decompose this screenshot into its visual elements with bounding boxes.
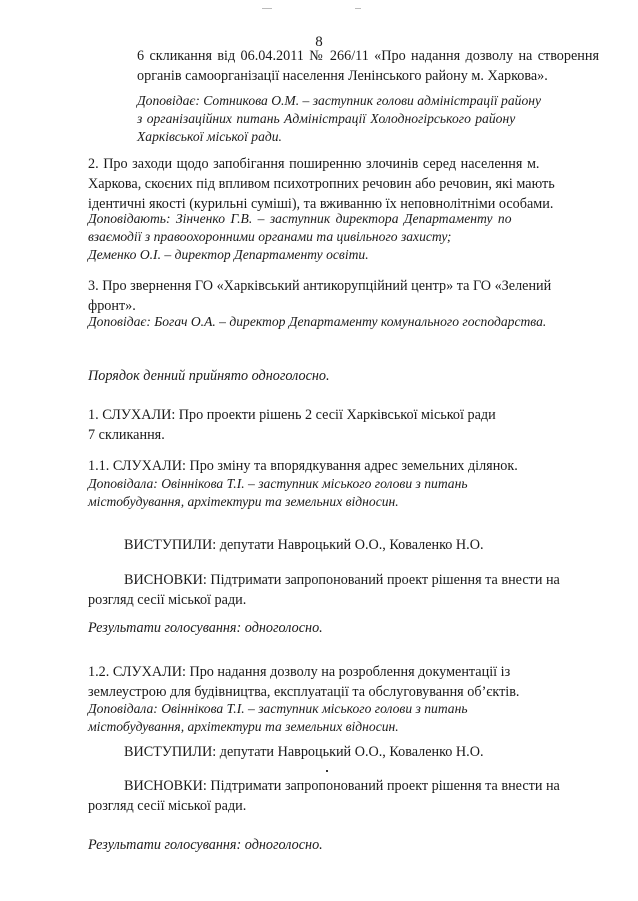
- spoke-line: ВИСТУПИЛИ: депутати Навроцький О.О., Коваленко Н.О.: [124, 537, 484, 553]
- speaker-line: взаємодії з правоохоронними органами та цивільного захисту;: [88, 229, 452, 244]
- conclusions-block: [88, 776, 600, 816]
- text-line: органів самоорганізації населення Ленінського району м. Харкова».: [137, 68, 548, 84]
- text-line: 1.2. СЛУХАЛИ: Про надання дозволу на розроблення документації із: [88, 664, 511, 680]
- speaker-line: з організаційних питань Адміністрації Холодногірського району: [137, 111, 516, 126]
- text-line: 7 скликання.: [88, 427, 165, 443]
- agenda-item-2: [88, 154, 600, 214]
- page-number: 8: [315, 34, 323, 50]
- speaker-block: [88, 475, 600, 511]
- conclusions-block: [88, 570, 600, 610]
- vote-result: Результати голосування: одноголосно.: [88, 620, 323, 636]
- scan-dot: [326, 770, 328, 772]
- text-line: розгляд сесії міської ради.: [88, 592, 247, 608]
- spoke-line: ВИСТУПИЛИ: депутати Навроцький О.О., Коваленко Н.О.: [124, 744, 484, 760]
- heard-section-1-1-title: 1.1. СЛУХАЛИ: Про зміну та впорядкування адрес земельних ділянок.: [88, 458, 518, 474]
- text-line: землеустрою для будівництва, експлуатації та обслуговування об’єктів.: [88, 684, 520, 700]
- speaker-line: Доповідала: Овіннікова Т.І. – заступник міського голови з питань: [88, 701, 468, 716]
- speaker-block: [137, 92, 599, 146]
- agenda-adopted-note: Порядок денний прийнято одноголосно.: [88, 368, 330, 384]
- speaker-line: містобудування, архітектури та земельних відносин.: [88, 719, 399, 734]
- text-line: ВИСНОВКИ: Підтримати запропонований проект рішення та внести на: [124, 572, 560, 588]
- vote-result: Результати голосування: одноголосно.: [88, 837, 323, 853]
- text-line: 1. СЛУХАЛИ: Про проекти рішень 2 сесії Харківської міської ради: [88, 407, 496, 423]
- agenda-item-3: [88, 276, 600, 316]
- speaker-block: [88, 210, 600, 264]
- speaker-line: Доповідає: Богач О.А. – директор Департаменту комунального господарства.: [88, 314, 547, 329]
- text-line: фронт».: [88, 298, 136, 314]
- text-line: Харкова, скоєних під впливом психотропних речовин або речовин, які мають: [88, 176, 555, 192]
- scan-speck: [355, 8, 361, 9]
- speaker-block: [88, 700, 600, 736]
- speaker-line: Харківської міської ради.: [137, 129, 282, 144]
- scan-speck: [262, 8, 272, 9]
- text-line: ВИСНОВКИ: Підтримати запропонований проект рішення та внести на: [124, 778, 560, 794]
- text-line: 3. Про звернення ГО «Харківський антикорупційний центр» та ГО «Зелений: [88, 278, 552, 294]
- text-line: ідентичні якості (курильні суміші), та вживанню їх неповнолітніми особами.: [88, 196, 554, 212]
- speaker-block: [88, 313, 600, 331]
- text-line: 2. Про заходи щодо запобігання поширенню злочинів серед населення м.: [88, 156, 540, 172]
- speaker-line: Доповідають: Зінченко Г.В. – заступник директора Департаменту по: [88, 211, 512, 226]
- heard-section-1: [88, 405, 600, 445]
- text-line: 6 скликання від 06.04.2011 № 266/11 «Про надання дозволу на створення: [137, 48, 599, 64]
- agenda-item-continuation: [137, 46, 599, 86]
- speaker-line: Доповідала: Овіннікова Т.І. – заступник міського голови з питань: [88, 476, 468, 491]
- speaker-line: Доповідає: Сотникова О.М. – заступник голови адміністрації району: [137, 93, 542, 108]
- text-line: розгляд сесії міської ради.: [88, 798, 247, 814]
- speaker-line: містобудування, архітектури та земельних відносин.: [88, 494, 399, 509]
- heard-section-1-2: [88, 662, 600, 702]
- speaker-line: Деменко О.І. – директор Департаменту освіти.: [88, 247, 369, 262]
